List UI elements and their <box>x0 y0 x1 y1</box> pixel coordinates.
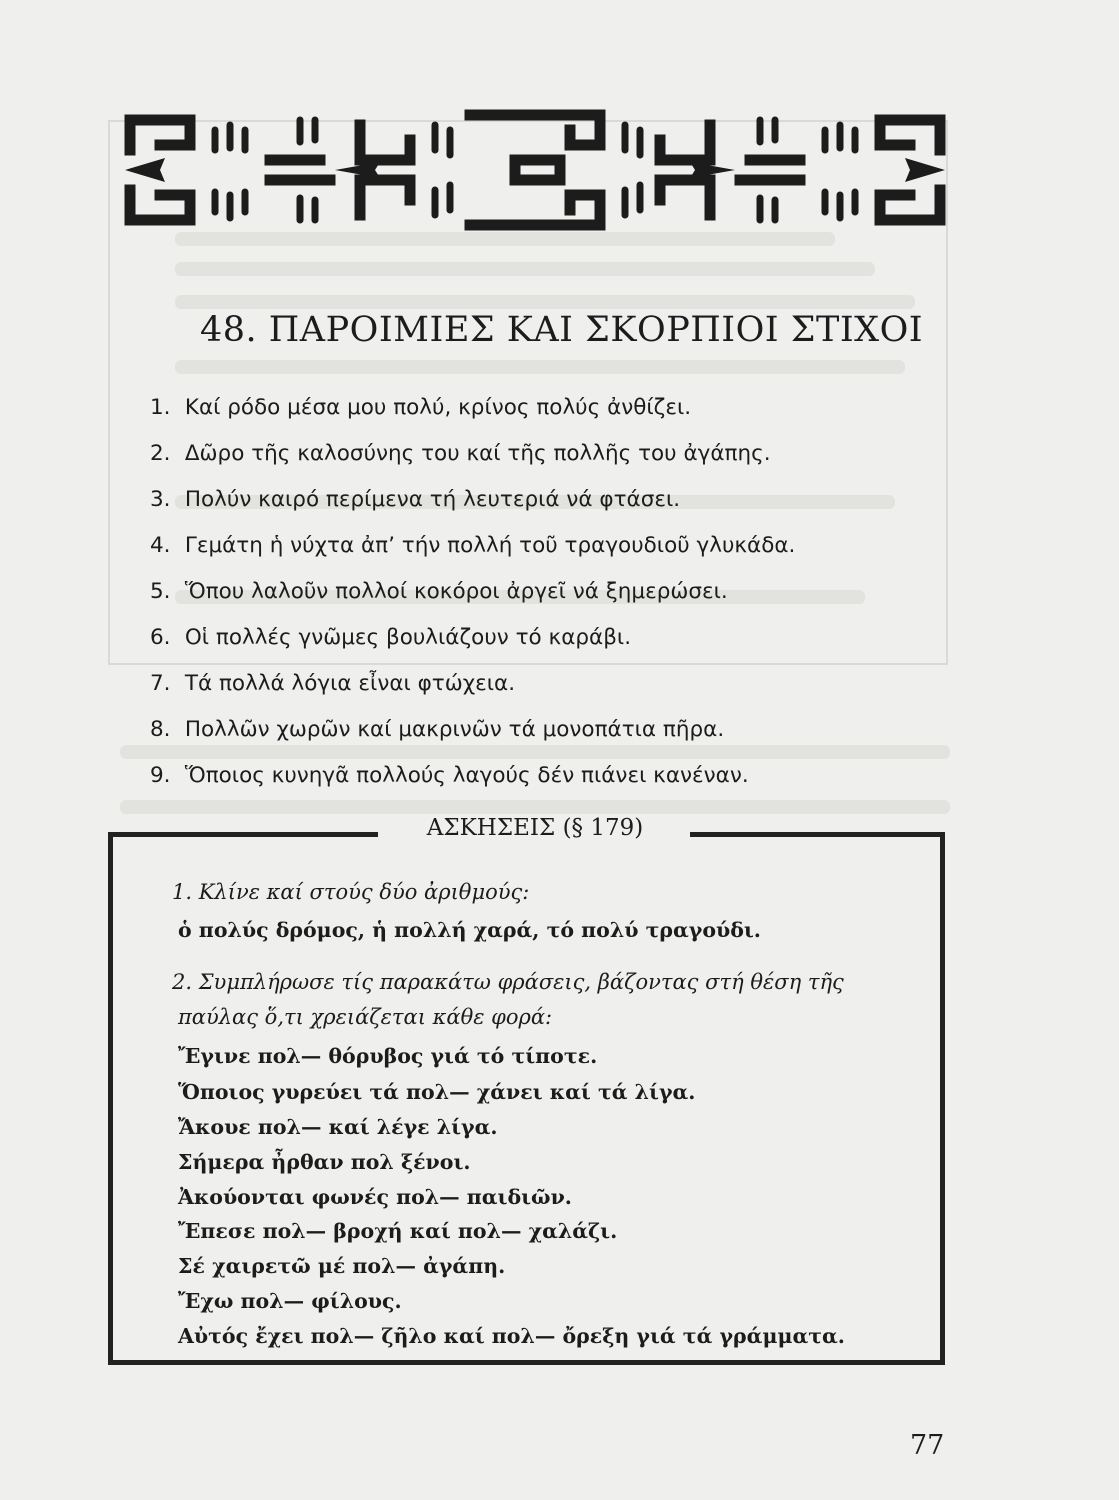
item-text: Καί ρόδο μέσα μου πολύ, κρίνος πολύς ἀνθίζει. <box>184 395 692 420</box>
item-number: 1. <box>150 395 171 420</box>
frame-top-rule <box>108 832 378 837</box>
exercise-1-example: ὁ πολύς δρόμος, ἡ πολλή χαρά, τό πολύ τραγούδι. <box>178 918 761 942</box>
exercise-sentence: Σέ χαιρετῶ μέ πολ— ἀγάπη. <box>178 1254 506 1278</box>
show-through-line <box>120 800 950 814</box>
item-text: Πολύν καιρό περίμενα τή λευτεριά νά φτάσει. <box>184 487 681 512</box>
list-item <box>150 707 795 753</box>
item-number: 9. <box>150 763 171 788</box>
exercise-sentence: Ἔπεσε πολ— βροχή καί πολ— χαλάζι. <box>178 1219 618 1243</box>
item-number: 7. <box>150 671 171 696</box>
page-title: 48. ΠΑΡΟΙΜΙΕΣ ΚΑΙ ΣΚΟΡΠΙΟΙ ΣΤΙΧΟΙ <box>200 310 924 350</box>
list-item <box>150 661 795 707</box>
decorative-ornament <box>120 100 950 240</box>
item-number: 3. <box>150 487 171 512</box>
list-item <box>150 431 795 477</box>
exercise-sentence: Σήμερα ἦρθαν πολ ξένοι. <box>178 1150 471 1174</box>
show-through-line <box>175 295 915 309</box>
exercise-sentence: Ἔγινε πολ— θόρυβος γιά τό τίποτε. <box>178 1044 598 1068</box>
item-text: Οἱ πολλές γνῶμες βουλιάζουν τό καράβι. <box>184 625 632 650</box>
item-text: Δῶρο τῆς καλοσύνης του καί τῆς πολλῆς του ἀγάπης. <box>184 441 771 466</box>
exercise-sentence: Ὅποιος γυρεύει τά πολ— χάνει καί τά λίγα. <box>178 1080 696 1104</box>
list-item <box>150 385 795 431</box>
item-text: Τά πολλά λόγια εἶναι φτώχεια. <box>184 671 516 696</box>
list-item <box>150 477 795 523</box>
item-text: Ὅποιος κυνηγᾶ πολλούς λαγούς δέν πιάνει κανέναν. <box>184 763 749 788</box>
item-number: 5. <box>150 579 171 604</box>
item-text: Γεμάτη ἡ νύχτα ἀπ’ τήν πολλή τοῦ τραγουδιοῦ γλυκάδα. <box>184 533 796 558</box>
list-item <box>150 569 795 615</box>
list-item <box>150 615 795 661</box>
show-through-line <box>175 360 905 374</box>
list-item <box>150 523 795 569</box>
exercise-sentence: Αὐτός ἔχει πολ— ζῆλο καί πολ— ὄρεξη γιά τά γράμματα. <box>178 1324 845 1348</box>
exercise-2-instruction: παύλας ὅ,τι χρειάζεται κάθε φορά: <box>178 1005 553 1029</box>
page-number: 77 <box>910 1430 945 1461</box>
item-number: 2. <box>150 441 171 466</box>
exercise-1-instruction: 1. Κλίνε καί στούς δύο ἀριθμούς: <box>172 880 530 904</box>
proverb-list <box>150 385 795 799</box>
item-number: 6. <box>150 625 171 650</box>
item-text: Πολλῶν χωρῶν καί μακρινῶν τά μονοπάτια πῆρα. <box>184 717 725 742</box>
list-item <box>150 753 795 799</box>
item-number: 4. <box>150 533 171 558</box>
show-through-line <box>175 262 875 276</box>
exercise-sentence: Ἄκουε πολ— καί λέγε λίγα. <box>178 1115 498 1139</box>
exercise-sentence: Ἔχω πολ— φίλους. <box>178 1289 402 1313</box>
item-number: 8. <box>150 717 171 742</box>
exercises-title: ΑΣΚΗΣΕΙΣ (§ 179) <box>426 815 644 841</box>
item-text: Ὅπου λαλοῦν πολλοί κοκόροι ἀργεῖ νά ξημερώσει. <box>184 579 728 604</box>
exercise-2-instruction: 2. Συμπλήρωσε τίς παρακάτω φράσεις, βάζοντας στή θέση τῆς <box>172 970 844 994</box>
frame-top-rule <box>690 832 945 837</box>
exercise-sentence: Ἀκούονται φωνές πολ— παιδιῶν. <box>178 1185 572 1209</box>
